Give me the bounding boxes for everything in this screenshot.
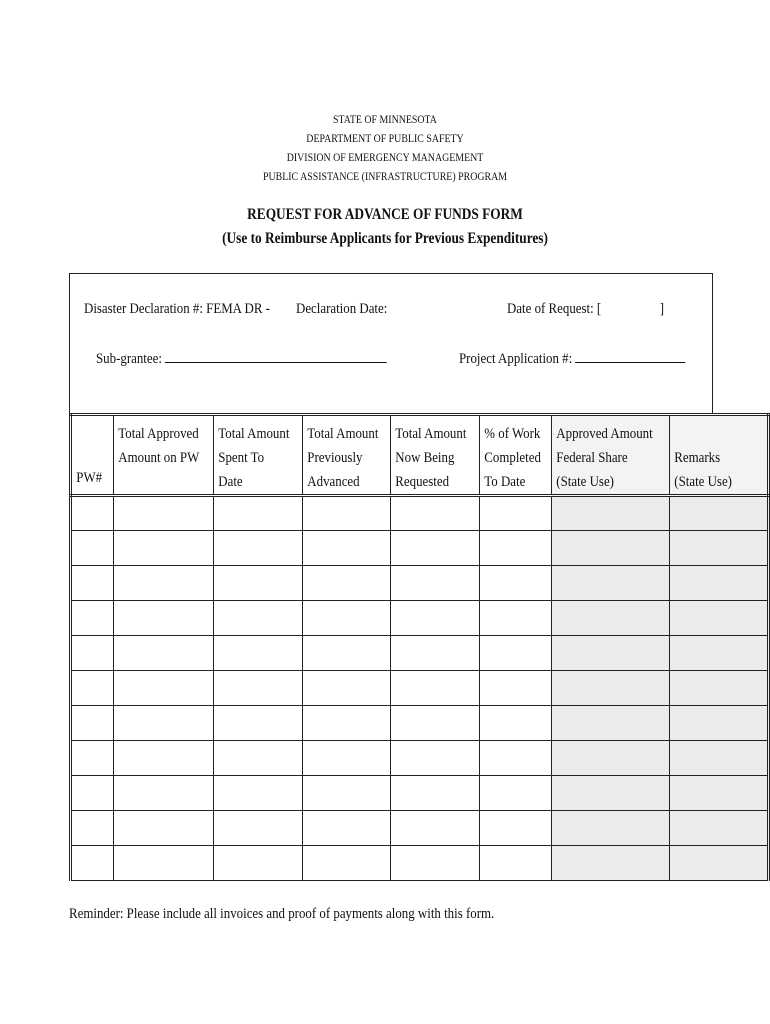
agency-line-program: PUBLIC ASSISTANCE (INFRASTRUCTURE) PROGRAM [262, 171, 508, 183]
cell-now-requested[interactable] [391, 566, 480, 601]
cell-pw[interactable] [71, 776, 114, 811]
col-header-percent-work: % of Work Completed To Date [480, 415, 552, 496]
cell-spent-to-date[interactable] [213, 636, 302, 671]
cell-percent-work[interactable] [480, 776, 552, 811]
cell-spent-to-date[interactable] [213, 671, 302, 706]
cell-remarks[interactable] [669, 566, 768, 601]
cell-percent-work[interactable] [480, 566, 552, 601]
cell-total-approved[interactable] [113, 741, 213, 776]
cell-approved-federal[interactable] [551, 706, 669, 741]
cell-percent-work[interactable] [480, 846, 552, 881]
table-row [71, 671, 769, 706]
cell-spent-to-date[interactable] [213, 706, 302, 741]
cell-remarks[interactable] [669, 671, 768, 706]
cell-spent-to-date[interactable] [213, 741, 302, 776]
date-of-request-field[interactable] [507, 301, 664, 318]
cell-approved-federal[interactable] [551, 496, 669, 531]
cell-previously-advanced[interactable] [302, 636, 391, 671]
form-subtitle: (Use to Reimburse Applicants for Previous Expenditures) [222, 230, 548, 247]
col-header-remarks: Remarks (State Use) [669, 415, 768, 496]
cell-approved-federal[interactable] [551, 741, 669, 776]
cell-percent-work[interactable] [480, 741, 552, 776]
declaration-info-box [69, 273, 713, 413]
agency-line-state: STATE OF MINNESOTA [333, 114, 437, 126]
cell-previously-advanced[interactable] [302, 671, 391, 706]
cell-pw[interactable] [71, 531, 114, 566]
project-application-label: Project Application #: [459, 351, 573, 367]
table-row [71, 811, 769, 846]
cell-spent-to-date[interactable] [213, 531, 302, 566]
cell-approved-federal[interactable] [551, 601, 669, 636]
table-row [71, 776, 769, 811]
col-header-previously-advanced: Total Amount Previously Advanced [302, 415, 391, 496]
table-row [71, 496, 769, 531]
cell-remarks[interactable] [669, 846, 768, 881]
form-title-block [54, 203, 716, 251]
cell-remarks[interactable] [669, 776, 768, 811]
form-title: REQUEST FOR ADVANCE OF FUNDS FORM [247, 206, 523, 223]
cell-total-approved[interactable] [113, 671, 213, 706]
date-of-request-label: Date of Request: [507, 301, 594, 317]
cell-now-requested[interactable] [391, 706, 480, 741]
cell-total-approved[interactable] [113, 531, 213, 566]
cell-total-approved[interactable] [113, 846, 213, 881]
table-row [71, 601, 769, 636]
cell-approved-federal[interactable] [551, 671, 669, 706]
cell-now-requested[interactable] [391, 846, 480, 881]
cell-previously-advanced[interactable] [302, 496, 391, 531]
cell-previously-advanced[interactable] [302, 741, 391, 776]
project-application-input-line[interactable] [575, 348, 685, 363]
cell-pw[interactable] [71, 601, 114, 636]
table-body [71, 496, 769, 881]
cell-pw[interactable] [71, 706, 114, 741]
declaration-date-field[interactable] [296, 301, 387, 318]
cell-now-requested[interactable] [391, 776, 480, 811]
subgrantee-label: Sub-grantee: [96, 351, 162, 367]
disaster-declaration-field[interactable] [84, 301, 270, 318]
cell-approved-federal[interactable] [551, 566, 669, 601]
cell-total-approved[interactable] [113, 706, 213, 741]
cell-remarks[interactable] [669, 636, 768, 671]
cell-now-requested[interactable] [391, 741, 480, 776]
cell-remarks[interactable] [669, 706, 768, 741]
declaration-date-label: Declaration Date: [296, 301, 388, 317]
cell-spent-to-date[interactable] [213, 811, 302, 846]
cell-now-requested[interactable] [391, 496, 480, 531]
cell-pw[interactable] [71, 636, 114, 671]
cell-total-approved[interactable] [113, 496, 213, 531]
cell-total-approved[interactable] [113, 566, 213, 601]
subgrantee-field[interactable] [96, 348, 387, 368]
cell-percent-work[interactable] [480, 496, 552, 531]
cell-total-approved[interactable] [113, 776, 213, 811]
cell-previously-advanced[interactable] [302, 846, 391, 881]
table-row [71, 531, 769, 566]
cell-percent-work[interactable] [480, 531, 552, 566]
cell-total-approved[interactable] [113, 811, 213, 846]
table-row [71, 706, 769, 741]
cell-approved-federal[interactable] [551, 846, 669, 881]
date-of-request-close-bracket: ] [659, 301, 665, 317]
agency-line-department: DEPARTMENT OF PUBLIC SAFETY [306, 133, 464, 145]
cell-pw[interactable] [71, 566, 114, 601]
cell-percent-work[interactable] [480, 811, 552, 846]
col-header-now-requested: Total Amount Now Being Requested [391, 415, 480, 496]
cell-percent-work[interactable] [480, 671, 552, 706]
cell-pw[interactable] [71, 811, 114, 846]
cell-spent-to-date[interactable] [213, 846, 302, 881]
agency-line-division: DIVISION OF EMERGENCY MANAGEMENT [286, 152, 484, 164]
cell-previously-advanced[interactable] [302, 811, 391, 846]
cell-now-requested[interactable] [391, 531, 480, 566]
table-header-row [71, 415, 769, 496]
cell-total-approved[interactable] [113, 601, 213, 636]
cell-approved-federal[interactable] [551, 811, 669, 846]
cell-remarks[interactable] [669, 811, 768, 846]
cell-total-approved[interactable] [113, 636, 213, 671]
cell-previously-advanced[interactable] [302, 601, 391, 636]
cell-approved-federal[interactable] [551, 531, 669, 566]
cell-previously-advanced[interactable] [302, 531, 391, 566]
col-header-pw: PW# [71, 415, 114, 496]
cell-pw[interactable] [71, 671, 114, 706]
reminder-note: Reminder: Please include all invoices and proof of payments along with this form. [69, 906, 495, 922]
cell-now-requested[interactable] [391, 671, 480, 706]
cell-remarks[interactable] [669, 496, 768, 531]
cell-percent-work[interactable] [480, 601, 552, 636]
cell-percent-work[interactable] [480, 706, 552, 741]
cell-now-requested[interactable] [391, 636, 480, 671]
table-row [71, 846, 769, 881]
cell-approved-federal[interactable] [551, 776, 669, 811]
agency-header [54, 111, 716, 187]
col-header-approved-federal: Approved Amount Federal Share (State Use) [551, 415, 669, 496]
cell-now-requested[interactable] [391, 811, 480, 846]
cell-spent-to-date[interactable] [213, 601, 302, 636]
cell-remarks[interactable] [669, 531, 768, 566]
cell-now-requested[interactable] [391, 601, 480, 636]
cell-pw[interactable] [71, 741, 114, 776]
cell-percent-work[interactable] [480, 636, 552, 671]
funds-table [69, 413, 770, 881]
cell-pw[interactable] [71, 846, 114, 881]
cell-previously-advanced[interactable] [302, 706, 391, 741]
cell-previously-advanced[interactable] [302, 566, 391, 601]
col-header-spent-to-date: Total Amount Spent To Date [213, 415, 302, 496]
cell-previously-advanced[interactable] [302, 776, 391, 811]
cell-remarks[interactable] [669, 741, 768, 776]
cell-spent-to-date[interactable] [213, 776, 302, 811]
date-of-request-open-bracket: [ [596, 301, 602, 317]
table-row [71, 741, 769, 776]
cell-approved-federal[interactable] [551, 636, 669, 671]
cell-pw[interactable] [71, 496, 114, 531]
table-row [71, 636, 769, 671]
cell-spent-to-date[interactable] [213, 566, 302, 601]
table-row [71, 566, 769, 601]
cell-spent-to-date[interactable] [213, 496, 302, 531]
project-application-field[interactable] [459, 348, 686, 368]
subgrantee-input-line[interactable] [165, 348, 387, 363]
cell-remarks[interactable] [669, 601, 768, 636]
disaster-declaration-label: Disaster Declaration #: FEMA DR - [84, 301, 270, 317]
col-header-total-approved: Total Approved Amount on PW [113, 415, 213, 496]
